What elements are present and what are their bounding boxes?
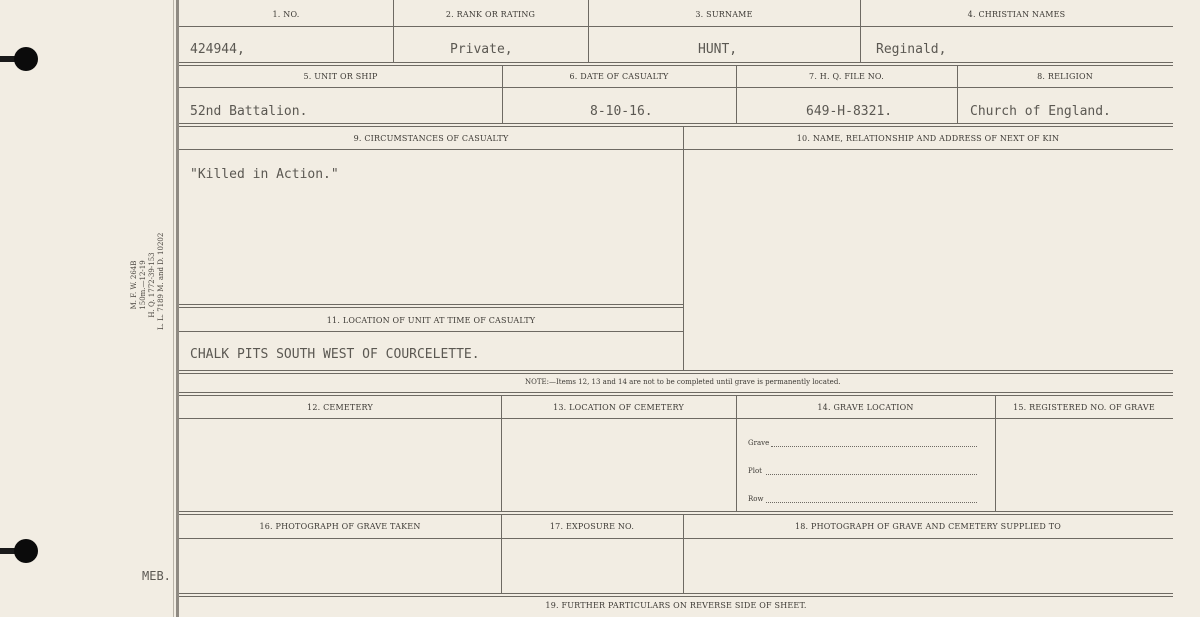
header-hq-file: 7. H. Q. FILE NO. [809,72,884,81]
form-code-line: L. L. 7189 M. and D. 10202 [157,232,165,330]
header-surname: 3. SURNAME [695,10,753,19]
rule-double [179,62,1173,66]
footer-further-particulars: 19. FURTHER PARTICULARS ON REVERSE SIDE OF SHEET. [545,601,807,610]
christian-names-value: Reginald, [876,42,947,57]
rule-double [179,392,1173,396]
clerk-initials: MEB. [142,569,171,583]
header-next-of-kin: 10. NAME, RELATIONSHIP AND ADDRESS OF NEXT OF KIN [796,134,1060,143]
note-text: NOTE:—Items 12, 13 and 14 are not to be completed until grave is permanently located. [525,378,841,386]
header-registered-grave-number: 15. REGISTERED NO. OF GRAVE [1013,403,1155,412]
circumstances-value: "Killed in Action." [190,167,339,182]
service-number: 424944, [190,42,245,57]
header-date-of-casualty: 6. DATE OF CASUALTY [569,72,669,81]
location-of-unit-value: CHALK PITS SOUTH WEST OF COURCELETTE. [190,347,480,362]
rule-vertical [501,396,502,511]
header-exposure-number: 17. EXPOSURE NO. [549,522,635,531]
header-photograph-taken: 16. PHOTOGRAPH OF GRAVE TAKEN [259,522,421,531]
date-value: 8-10-16. [590,104,653,119]
form-code-line: H. Q. 1772-39-153 [148,252,156,318]
header-location-of-unit: 11. LOCATION OF UNIT AT TIME OF CASUALTY [326,316,536,325]
rank-value: Private, [450,42,513,57]
rule [179,26,1173,27]
header-cemetery: 12. CEMETERY [307,403,373,412]
header-location-of-cemetery: 13. LOCATION OF CEMETERY [553,403,684,412]
rule [179,331,683,332]
binder-hole-bottom [14,539,38,563]
header-christian-names: 4. CHRISTIAN NAMES [967,10,1066,19]
grave-dotted-line [771,446,977,447]
binder-hole-top [14,47,38,71]
header-unit: 5. UNIT OR SHIP [303,72,378,81]
row-dotted-line [766,502,977,503]
rule-double [179,123,1173,127]
religion-value: Church of England. [970,104,1111,119]
plot-dotted-line [766,474,977,475]
header-rank: 2. RANK OR RATING [445,10,536,19]
header-photograph-supplied-to: 18. PHOTOGRAPH OF GRAVE AND CEMETERY SUPPLIED TO [794,522,1062,531]
header-number: 1. NO. [272,10,300,19]
form-code-line: M. F. W. 264B [130,260,138,310]
rule [179,149,1173,150]
rule [179,538,1173,539]
rule [179,418,1173,419]
rule [179,87,1173,88]
form-code-line: 150m.—12-19 [139,260,147,310]
rule-vertical [683,127,684,371]
header-religion: 8. RELIGION [1037,72,1093,81]
rule-double [179,370,1173,374]
rule-vertical [736,396,737,511]
row-label: Row [748,495,764,503]
rule-double [179,304,683,308]
header-grave-location: 14. GRAVE LOCATION [817,403,914,412]
rule-double [179,593,1173,597]
rule-double [179,511,1173,515]
file-number-value: 649-H-8321. [806,104,893,119]
plot-label: Plot [748,467,762,475]
header-circumstances: 9. CIRCUMSTANCES OF CASUALTY [353,134,509,143]
rule-vertical [995,396,996,511]
surname-value: HUNT, [698,42,738,57]
grave-label: Grave [748,439,770,447]
unit-value: 52nd Battalion. [190,104,308,119]
